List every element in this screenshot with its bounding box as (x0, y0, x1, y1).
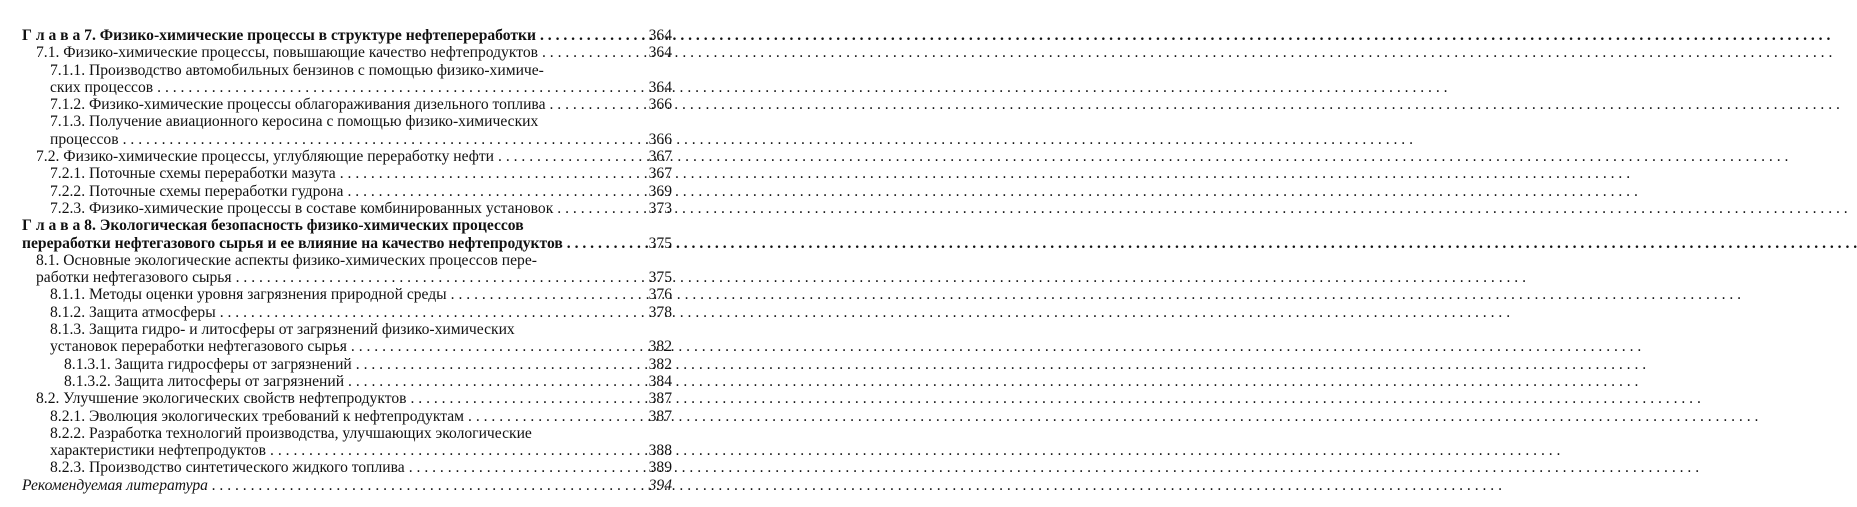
dot-leader (220, 304, 640, 321)
dot-leader (468, 408, 640, 425)
toc-page-number: 367 (648, 148, 672, 166)
table-of-contents (22, 27, 672, 494)
dot-leader (347, 183, 640, 200)
toc-entry-title: 7.1.1. Производство автомобильных бензинов с помощью физико-химиче- (50, 61, 544, 79)
toc-entry-title: 8.2.1. Эволюция экологических требований к нефтепродуктам (50, 407, 465, 425)
toc-page-number: 389 (648, 459, 672, 477)
dot-leader (451, 286, 640, 303)
toc-section-entry[interactable] (22, 113, 672, 148)
toc-page-number: 375 (648, 234, 672, 252)
toc-entry-title: ских процессов (50, 78, 154, 96)
toc-entry-title: 8.2.2. Разработка технологий производства, улучшающих экологические (50, 424, 532, 442)
toc-chapter-entry[interactable] (22, 217, 672, 252)
toc-entry-title: 7.2.2. Поточные схемы переработки гудрона (50, 182, 344, 200)
dot-leader (123, 131, 640, 148)
toc-page-number: 382 (648, 355, 672, 373)
toc-page-number: 378 (648, 303, 672, 321)
toc-page-number: 364 (648, 78, 672, 96)
toc-entry-title: 8.1. Основные экологические аспекты физико-химических процессов пере- (36, 251, 537, 269)
toc-entry-title: процессов (50, 130, 119, 148)
toc-section-entry[interactable] (22, 304, 672, 321)
toc-entry-title: Г л а в а 7. Физико-химические процессы в структуре нефтепереработки (22, 27, 536, 44)
toc-entry-title: 8.1.1. Методы оценки уровня загрязнения природной среды (50, 286, 447, 304)
toc-entry-title: 8.2.3. Производство синтетического жидкого топлива (50, 459, 405, 477)
toc-page-number: 366 (648, 130, 672, 148)
toc-entry-title: работки нефтегазового сырья (36, 269, 232, 287)
toc-chapter-entry[interactable] (22, 27, 672, 44)
toc-page-number: 369 (648, 182, 672, 200)
dot-leader (567, 235, 640, 252)
toc-entry-title: 8.1.3.1. Защита гидросферы от загрязнений (64, 355, 352, 373)
toc-entry-title: 7.1. Физико-химические процессы, повышающие качество нефтепродуктов (36, 44, 538, 62)
dot-leader (212, 477, 640, 494)
dot-leader (157, 79, 640, 96)
dot-leader (542, 44, 640, 61)
dot-leader (340, 165, 640, 182)
toc-entry-title: 8.2. Улучшение экологических свойств нефтепродуктов (36, 390, 407, 408)
toc-entry-title: 7.2.1. Поточные схемы переработки мазута (50, 165, 336, 183)
toc-page-number: 388 (648, 442, 672, 460)
toc-section-entry[interactable] (22, 425, 672, 460)
toc-section-entry[interactable] (22, 165, 672, 182)
toc-references-entry[interactable] (22, 477, 672, 494)
toc-section-entry[interactable] (22, 96, 672, 113)
toc-section-entry[interactable] (22, 321, 672, 356)
toc-section-entry[interactable] (22, 408, 672, 425)
toc-entry-title: 8.1.2. Защита атмосферы (50, 303, 216, 321)
toc-page-number: 387 (648, 390, 672, 408)
toc-entry-title: 8.1.3.2. Защита литосферы от загрязнений (64, 372, 345, 390)
dot-leader (410, 390, 640, 407)
toc-section-entry[interactable] (22, 373, 672, 390)
toc-page-number: 384 (648, 372, 672, 390)
toc-page-number: 376 (648, 286, 672, 304)
toc-section-entry[interactable] (22, 62, 672, 97)
toc-page-number: 367 (648, 165, 672, 183)
dot-leader (356, 356, 640, 373)
dot-leader (348, 373, 640, 390)
toc-page-number: 364 (648, 27, 672, 44)
toc-section-entry[interactable] (22, 200, 672, 217)
toc-section-entry[interactable] (22, 44, 672, 61)
toc-section-entry[interactable] (22, 183, 672, 200)
toc-entry-title: 7.2. Физико-химические процессы, углубляющие переработку нефти (36, 148, 495, 166)
toc-page-number: 394 (648, 476, 672, 494)
toc-section-entry[interactable] (22, 390, 672, 407)
toc-page-number: 373 (648, 199, 672, 217)
toc-entry-title: 7.1.3. Получение авиационного керосина с помощью физико-химических (50, 113, 539, 131)
toc-entry-title: установок переработки нефтегазового сырья (50, 338, 347, 356)
toc-entry-title: Рекомендуемая литература (22, 476, 208, 494)
toc-page-number: 364 (648, 44, 672, 62)
toc-section-entry[interactable] (22, 356, 672, 373)
toc-section-entry[interactable] (22, 252, 672, 287)
dot-leader (540, 27, 640, 44)
dot-leader (557, 200, 640, 217)
dot-leader (270, 442, 640, 459)
toc-entry-title: характеристики нефтепродуктов (50, 442, 267, 460)
toc-section-entry[interactable] (22, 286, 672, 303)
toc-section-entry[interactable] (22, 459, 672, 476)
toc-section-entry[interactable] (22, 148, 672, 165)
dot-leader (351, 338, 640, 355)
dot-leader (498, 148, 640, 165)
toc-page-number: 387 (648, 407, 672, 425)
toc-page-number: 375 (648, 269, 672, 287)
dot-leader (550, 96, 641, 113)
toc-entry-title: 7.2.3. Физико-химические процессы в составе комбинированных установок (50, 199, 554, 217)
dot-leader (409, 459, 640, 476)
toc-entry-title: переработки нефтегазового сырья и ее влияние на качество нефтепродуктов (22, 234, 563, 252)
toc-page-number: 366 (648, 96, 672, 114)
toc-entry-title: 8.1.3. Защита гидро- и литосферы от загрязнений физико-химических (50, 321, 515, 339)
toc-entry-title: 7.1.2. Физико-химические процессы облагораживания дизельного топлива (50, 96, 546, 114)
toc-page-number: 382 (648, 338, 672, 356)
dot-leader (236, 269, 640, 286)
toc-entry-title: Г л а в а 8. Экологическая безопасность физико-химических процессов (22, 217, 524, 235)
